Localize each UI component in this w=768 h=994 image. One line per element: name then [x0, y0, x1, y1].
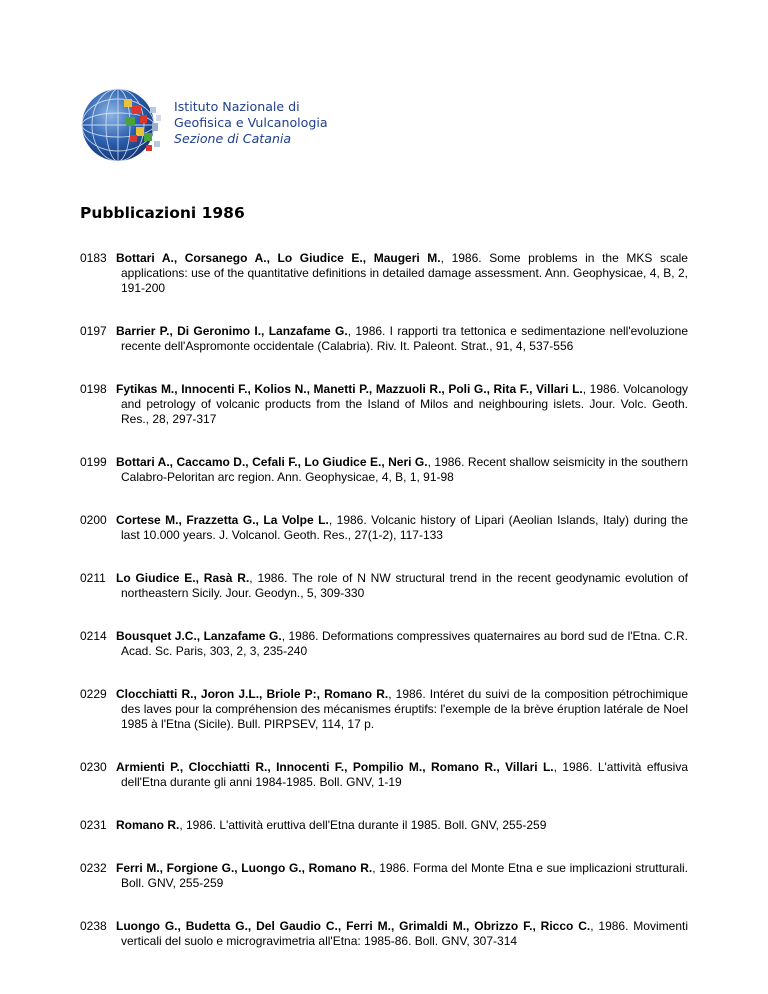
publication-authors: Bousquet J.C., Lanzafame G. — [116, 629, 282, 643]
publication-authors: Ferri M., Forgione G., Luongo G., Romano R. — [116, 861, 373, 875]
publication-entry — [80, 324, 688, 354]
publication-entry — [80, 687, 688, 732]
publication-authors: Armienti P., Clocchiatti R., Innocenti F., Pompilio M., Romano R., Villari L. — [116, 760, 554, 774]
publication-entry — [80, 818, 688, 833]
publication-citation: , 1986. Volcanology and petrology of volcanic products from the Island of Milos and neighbouring islets. Jour. Volc. Geoth. Res., 28, 297-317 — [121, 382, 689, 426]
publication-code: 0229 — [80, 687, 107, 701]
publication-authors: Fytikas M., Innocenti F., Kolios N., Manetti P., Mazzuoli R., Poli G., Rita F., Villari L. — [116, 382, 583, 396]
publication-list — [80, 251, 688, 949]
publication-code: 0230 — [80, 760, 107, 774]
publication-entry — [80, 760, 688, 790]
publication-authors: Bottari A., Caccamo D., Cefali F., Lo Giudice E., Neri G. — [116, 455, 428, 469]
publication-code: 0238 — [80, 919, 107, 933]
publication-authors: Lo Giudice E., Rasà R. — [116, 571, 250, 585]
publication-citation: , 1986. Intéret du suivi de la composition pétrochimique des laves pour la compréhension des mécanismes éruptifs: l'exemple de la brève éruption latérale de Noel 1985 à l'Etna (Sicile). Bull. PIRPSEV, 114, 17 p. — [121, 687, 688, 731]
publication-code: 0211 — [80, 571, 106, 585]
globe-logo-icon — [80, 85, 166, 165]
institute-name-line1: Istituto Nazionale di — [174, 99, 300, 114]
publication-citation: , 1986. Some problems in the MKS scale applications: use of the quantitative definitions in detailed damage assessment. Ann. Geophysicae, 4, B, 2, 191-200 — [121, 251, 688, 295]
publication-entry — [80, 861, 688, 891]
publication-citation: , 1986. Volcanic history of Lipari (Aeolian Islands, Italy) during the last 10.000 years. J. Volcanol. Geoth. Res., 27(1-2), 117-133 — [121, 513, 688, 542]
publication-entry — [80, 571, 688, 601]
institute-name-line2: Geofisica e Vulcanologia — [174, 115, 328, 130]
publication-authors: Luongo G., Budetta G., Del Gaudio C., Ferri M., Grimaldi M., Obrizzo F., Ricco C. — [116, 919, 591, 933]
publication-authors: Cortese M., Frazzetta G., La Volpe L. — [116, 513, 329, 527]
publication-citation: , 1986. Movimenti verticali del suolo e microgravimetria all'Etna: 1985-86. Boll. GNV, 307-314 — [121, 919, 688, 948]
publication-code: 0214 — [80, 629, 107, 643]
institute-section: Sezione di Catania — [174, 131, 292, 146]
publication-code: 0231 — [80, 818, 107, 832]
publication-entry — [80, 919, 688, 949]
publication-entry — [80, 629, 688, 659]
publication-authors: Romano R. — [116, 818, 180, 832]
publication-entry — [80, 455, 688, 485]
institute-logo — [80, 85, 360, 165]
publication-authors: Barrier P., Di Geronimo I., Lanzafame G. — [116, 324, 348, 338]
publication-authors: Clocchiatti R., Joron J.L., Briole P:, Romano R. — [116, 687, 389, 701]
publication-entry — [80, 513, 688, 543]
publication-entry — [80, 382, 688, 427]
publication-code: 0200 — [80, 513, 107, 527]
publication-code: 0197 — [80, 324, 107, 338]
publication-code: 0198 — [80, 382, 107, 396]
publication-code: 0232 — [80, 861, 107, 875]
publication-entry — [80, 251, 688, 296]
publication-code: 0183 — [80, 251, 107, 265]
publication-citation: , 1986. The role of N NW structural trend in the recent geodynamic evolution of northeastern Sicily. Jour. Geodyn., 5, 309-330 — [121, 571, 689, 600]
publication-citation: , 1986. Recent shallow seismicity in the southern Calabro-Peloritan arc region. Ann. Geophysicae, 4, B, 1, 91-98 — [121, 455, 688, 484]
publication-authors: Bottari A., Corsanego A., Lo Giudice E., Maugeri M. — [116, 251, 441, 265]
institute-name — [174, 99, 328, 147]
publication-citation: , 1986. L'attività effusiva dell'Etna durante gli anni 1984-1985. Boll. GNV, 1-19 — [121, 760, 688, 789]
publication-citation: , 1986. Deformations compressives quaternaires au bord sud de l'Etna. C.R. Acad. Sc. Paris, 303, 2, 3, 235-240 — [121, 629, 688, 658]
publication-citation: , 1986. Forma del Monte Etna e sue implicazioni strutturali. Boll. GNV, 255-259 — [121, 861, 688, 890]
publication-citation: , 1986. I rapporti tra tettonica e sedimentazione nell'evoluzione recente dell'Aspromonte occidentale (Calabria). Riv. It. Paleont. Strat., 91, 4, 537-556 — [121, 324, 688, 353]
publication-citation: , 1986. L'attività eruttiva dell'Etna durante il 1985. Boll. GNV, 255-259 — [179, 818, 547, 832]
publication-code: 0199 — [80, 455, 107, 469]
page-title: Pubblicazioni 1986 — [80, 204, 245, 222]
